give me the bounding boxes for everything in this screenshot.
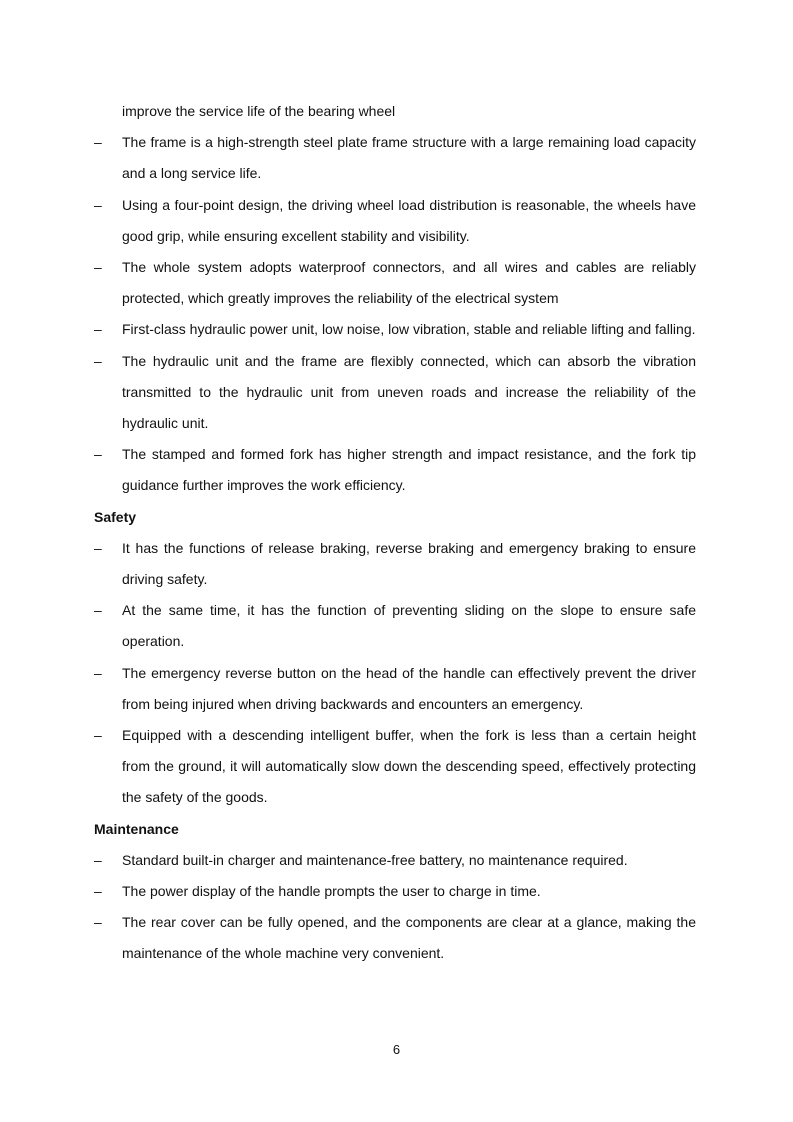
list-item [94, 439, 696, 501]
bullet-dash: – [94, 851, 102, 868]
bullet-dash: – [94, 602, 102, 619]
list-item-text: Equipped with a descending intelligent buffer, when the fork is less than a certain height from the ground, it will automatically slow down the descending speed, effectively protecting the safety of the goods. [122, 727, 696, 806]
list-item-text: The power display of the handle prompts the user to charge in time. [122, 883, 541, 900]
list-item-text: Using a four-point design, the driving wheel load distribution is reasonable, the wheels have good grip, while ensuring excellent stability and visibility. [122, 196, 696, 244]
safety-heading: Safety [94, 508, 137, 525]
list-item [94, 595, 696, 657]
bullet-dash: – [94, 352, 102, 369]
list-item-text: The emergency reverse button on the head of the handle can effectively prevent the driver from being injured when driving backwards and encounters an emergency. [122, 664, 696, 712]
page-content [94, 96, 696, 970]
list-item [94, 190, 696, 252]
bullet-dash: – [94, 196, 102, 213]
list-item-text: The rear cover can be fully opened, and the components are clear at a glance, making the maintenance of the whole machine very convenient. [122, 914, 696, 962]
list-item-text: It has the functions of release braking, reverse braking and emergency braking to ensure driving safety. [122, 539, 696, 588]
bullet-dash: – [94, 134, 102, 151]
list-item-text: At the same time, it has the function of preventing sliding on the slope to ensure safe operation. [122, 602, 696, 650]
maintenance-list [94, 845, 696, 970]
list-item-text: Standard built-in charger and maintenance-free battery, no maintenance required. [122, 851, 628, 868]
list-item-text: The whole system adopts waterproof connectors, and all wires and cables are reliably protected, which greatly improves the reliability of the electrical system [122, 259, 696, 307]
bullet-dash: – [94, 664, 102, 681]
list-item [94, 127, 696, 189]
bullet-dash: – [94, 321, 102, 338]
continuation-text: improve the service life of the bearing wheel [122, 103, 396, 119]
bullet-dash: – [94, 883, 102, 900]
page-number: 6 [392, 1042, 401, 1057]
bullet-dash: – [94, 259, 102, 276]
maintenance-heading: Maintenance [94, 820, 179, 837]
list-item [94, 720, 696, 814]
list-item [94, 845, 696, 876]
bullet-dash: – [94, 446, 102, 463]
bullet-dash: – [94, 914, 102, 931]
list-item [94, 533, 696, 595]
list-item-text: The frame is a high-strength steel plate frame structure with a large remaining load capacity and a long service life. [122, 134, 696, 182]
list-item-text: The stamped and formed fork has higher strength and impact resistance, and the fork tip guidance further improves the work efficiency. [122, 446, 696, 494]
list-item [94, 314, 696, 345]
list-item [94, 346, 696, 440]
bullet-dash: – [94, 727, 102, 744]
list-item [94, 907, 696, 969]
list-item-text: The hydraulic unit and the frame are flexibly connected, which can absorb the vibration transmitted to the hydraulic unit from uneven roads and increase the reliability of the hydraulic unit. [122, 352, 696, 432]
list-item [94, 658, 696, 720]
list-item [94, 876, 696, 907]
bullet-dash: – [94, 539, 102, 556]
safety-list [94, 533, 696, 814]
features-list [94, 127, 696, 501]
list-item [94, 252, 696, 314]
list-item-text: First-class hydraulic power unit, low noise, low vibration, stable and reliable lifting and falling. [122, 321, 696, 338]
